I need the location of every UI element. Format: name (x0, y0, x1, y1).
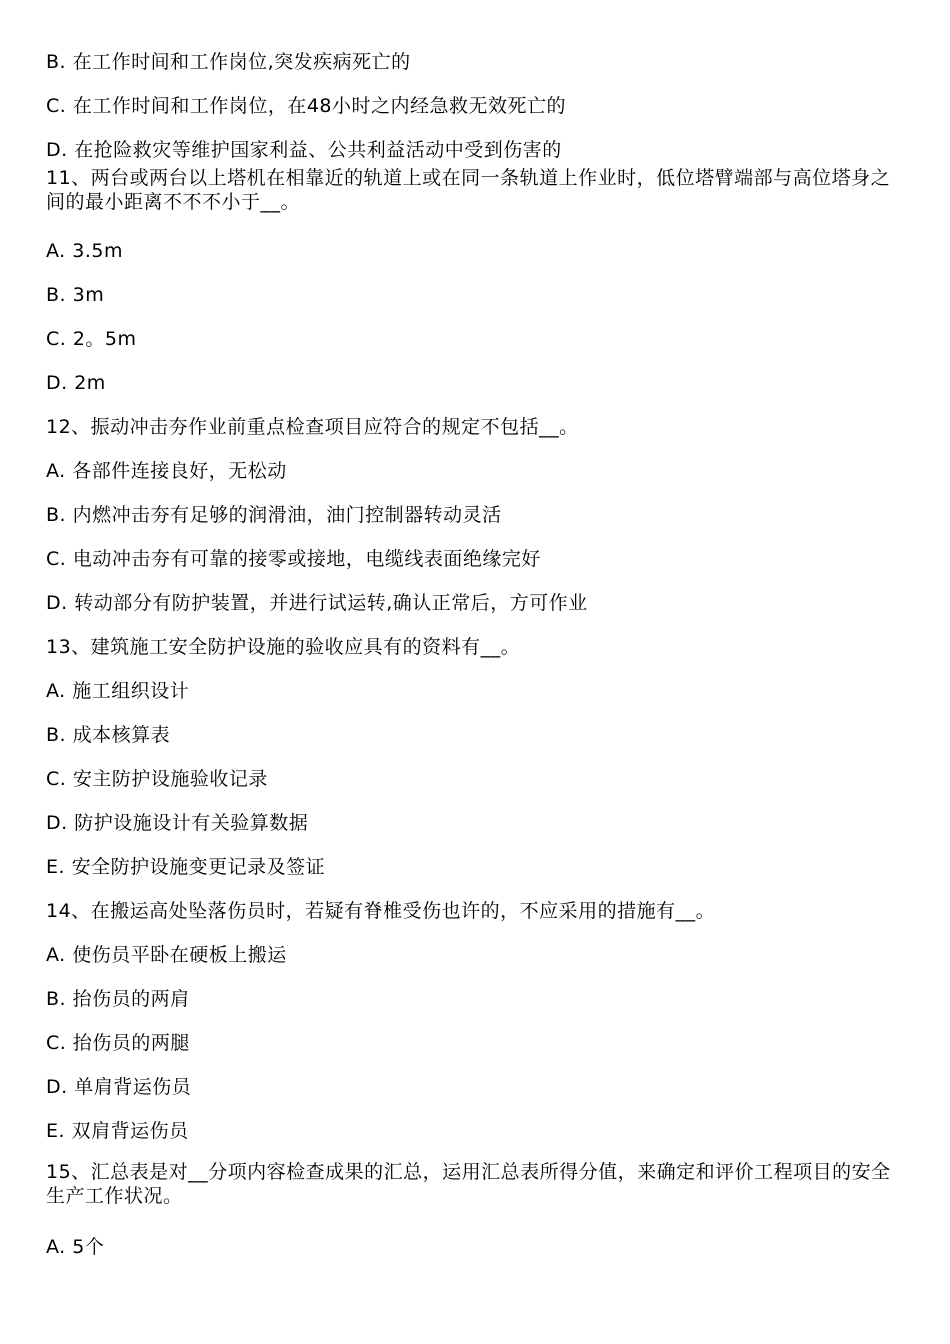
option-b-q12: B. 内燃冲击夯有足够的润滑油，油门控制器转动灵活 (46, 504, 502, 526)
question-12: 12、振动冲击夯作业前重点检查项目应符合的规定不包括__。 (46, 416, 579, 438)
option-d-q10: D. 在抢险救灾等维护国家利益、公共利益活动中受到伤害的 (46, 139, 562, 161)
question-13: 13、建筑施工安全防护设施的验收应具有的资料有__。 (46, 636, 521, 658)
option-a-q11: A. 3.5m (46, 240, 123, 262)
option-c-q14: C. 抬伤员的两腿 (46, 1032, 190, 1054)
option-e-q14: E. 双肩背运伤员 (46, 1120, 189, 1142)
option-a-q14: A. 使伤员平卧在硬板上搬运 (46, 944, 287, 966)
option-e-q13: E. 安全防护设施变更记录及签证 (46, 856, 326, 878)
question-11: 11、两台或两台以上塔机在相靠近的轨道上或在同一条轨道上作业时，低位塔臂端部与高位塔身之间的最小距离不不不小于__。 (46, 167, 891, 213)
option-a-q12: A. 各部件连接良好，无松动 (46, 460, 287, 482)
option-c-q12: C. 电动冲击夯有可靠的接零或接地，电缆线表面绝缘完好 (46, 548, 541, 570)
option-d-q13: D. 防护设施设计有关验算数据 (46, 812, 309, 834)
option-d-q11: D. 2m (46, 372, 106, 394)
option-c-q11: C. 2。5m (46, 328, 137, 350)
option-a-q13: A. 施工组织设计 (46, 680, 190, 702)
question-14: 14、在搬运高处坠落伤员时，若疑有脊椎受伤也许的，不应采用的措施有__。 (46, 900, 716, 922)
option-b-q11: B. 3m (46, 284, 105, 306)
option-c-q13: C. 安主防护设施验收记录 (46, 768, 268, 790)
question-15: 15、汇总表是对__分项内容检查成果的汇总，运用汇总表所得分值，来确定和评价工程项目的安全生产工作状况。 (46, 1161, 891, 1207)
option-b-q13: B. 成本核算表 (46, 724, 171, 746)
option-c-q10: C. 在工作时间和工作岗位，在48小时之内经急救无效死亡的 (46, 95, 567, 117)
option-a-q15: A. 5个 (46, 1236, 105, 1258)
option-b-q10: B. 在工作时间和工作岗位,突发疾病死亡的 (46, 51, 411, 73)
option-d-q14: D. 单肩背运伤员 (46, 1076, 192, 1098)
option-d-q12: D. 转动部分有防护装置，并进行试运转,确认正常后，方可作业 (46, 592, 588, 614)
option-b-q14: B. 抬伤员的两肩 (46, 988, 190, 1010)
